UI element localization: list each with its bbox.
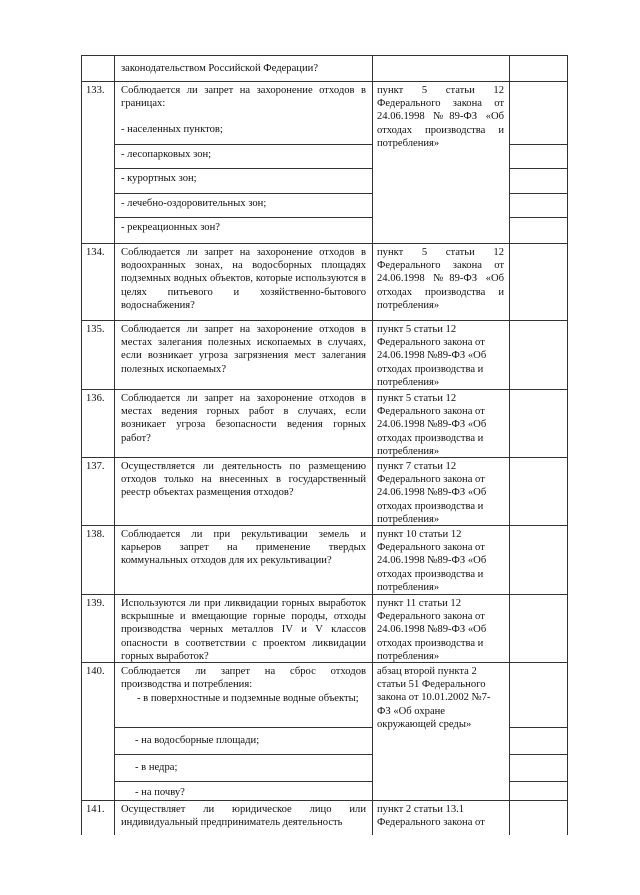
row-question: Соблюдается ли запрет на захоронение отходов в водоохранных зонах, на водосборных площадях подземных водных объектов, которые используются в целях питьевого и хозяйственно-бытового водоснабжения? <box>121 247 366 311</box>
row-number: 138. <box>86 529 105 540</box>
row-number: 140. <box>86 666 105 677</box>
row-number: 134. <box>86 247 105 258</box>
row-question: Осуществляется ли деятельность по размещению отходов только на внесенных в государственный реестр объектах размещения отходов? <box>121 461 366 499</box>
list-item: - на водосборные площади; <box>135 735 260 746</box>
subrow-divider <box>114 754 373 755</box>
table-divider-number <box>114 55 115 835</box>
row-divider <box>81 81 568 82</box>
list-item: - лечебно-оздоровительных зон; <box>121 198 267 209</box>
table-divider-question <box>372 55 373 835</box>
subrow-divider <box>509 754 568 755</box>
row-number: 136. <box>86 393 105 404</box>
row-reference: пункт 5 статьи 12 Федерального закона от 24.06.1998 №89-ФЗ «Об отходах производства и потребления» <box>377 393 487 457</box>
list-item: - курортных зон; <box>121 173 197 184</box>
row-divider <box>81 243 568 244</box>
subrow-divider <box>509 727 568 728</box>
list-item: - в поверхностные и подземные водные объекты; <box>137 693 359 704</box>
subrow-divider <box>509 217 568 218</box>
row-question: Соблюдается ли запрет на захоронение отходов в местах залегания полезных ископаемых в случаях, если возникает угроза загрязнения мест залегания полезных ископаемых? <box>121 324 366 375</box>
subrow-divider <box>114 193 373 194</box>
subrow-divider <box>114 217 373 218</box>
row-question: Соблюдается ли запрет на захоронение отходов в границах: <box>121 85 366 110</box>
row-reference: пункт 11 статьи 12 Федерального закона от 24.06.1998 №89-ФЗ «Об отходах производства и потребления» <box>377 598 487 662</box>
carryover-question: законодательством Российской Федерации? <box>121 63 319 74</box>
row-divider <box>81 389 568 390</box>
row-reference: пункт 10 статьи 12 Федерального закона от 24.06.1998 №89-ФЗ «Об отходах производства и потребления» <box>377 529 487 593</box>
row-divider <box>81 594 568 595</box>
row-question: Соблюдается ли запрет на сброс отходов производства и потребления: <box>121 666 366 691</box>
subrow-divider <box>114 168 373 169</box>
subrow-divider <box>509 168 568 169</box>
row-question: Используются ли при ликвидации горных выработок вскрышные и вмещающие горные породы, отходы производства черных металлов IV и V классов опасности в соответствии с проектом ликвидации горных выработок? <box>121 598 366 662</box>
table-top-border <box>81 55 568 56</box>
row-number: 137. <box>86 461 105 472</box>
subrow-divider <box>114 727 373 728</box>
subrow-divider <box>509 781 568 782</box>
list-item: - в недра; <box>135 762 178 773</box>
subrow-divider <box>509 193 568 194</box>
row-number: 133. <box>86 85 105 96</box>
row-reference: пункт 5 статьи 12 Федерального закона от 24.06.1998 №89-ФЗ «Об отходах производства и потребления» <box>377 247 504 311</box>
row-number: 139. <box>86 598 105 609</box>
row-reference: абзац второй пункта 2 статьи 51 Федерального закона от 10.01.2002 №7-ФЗ «Об охране окружающей среды» <box>377 666 491 730</box>
row-reference: пункт 5 статьи 12 Федерального закона от 24.06.1998 №89-ФЗ «Об отходах производства и потребления» <box>377 85 504 149</box>
row-divider <box>81 320 568 321</box>
subrow-divider <box>114 144 373 145</box>
row-number: 141. <box>86 804 105 815</box>
row-reference: пункт 2 статьи 13.1 Федерального закона от <box>377 804 485 829</box>
list-item: - лесопарковых зон; <box>121 149 212 160</box>
list-item: - населенных пунктов; <box>121 124 223 135</box>
row-reference: пункт 7 статьи 12 Федерального закона от 24.06.1998 №89-ФЗ «Об отходах производства и потребления» <box>377 461 487 525</box>
table-border-right <box>567 55 568 835</box>
table-divider-reference <box>509 55 510 835</box>
table-border-left <box>81 55 82 835</box>
row-number: 135. <box>86 324 105 335</box>
row-question: Осуществляет ли юридическое лицо или индивидуальный предприниматель деятельность <box>121 804 366 829</box>
list-item: - рекреационных зон? <box>121 222 220 233</box>
row-question: Соблюдается ли при рекультивации земель и карьеров запрет на применение твердых коммунальных отходов для их рекультивации? <box>121 529 366 567</box>
list-item: - на почву? <box>135 787 185 798</box>
row-reference: пункт 5 статьи 12 Федерального закона от 24.06.1998 №89-ФЗ «Об отходах производства и потребления» <box>377 324 487 388</box>
subrow-divider <box>114 781 373 782</box>
subrow-divider <box>509 144 568 145</box>
row-divider <box>81 800 568 801</box>
row-question: Соблюдается ли запрет на захоронение отходов в местах ведения горных работ в случаях, если возникает угроза безопасности ведения горных работ? <box>121 393 366 444</box>
